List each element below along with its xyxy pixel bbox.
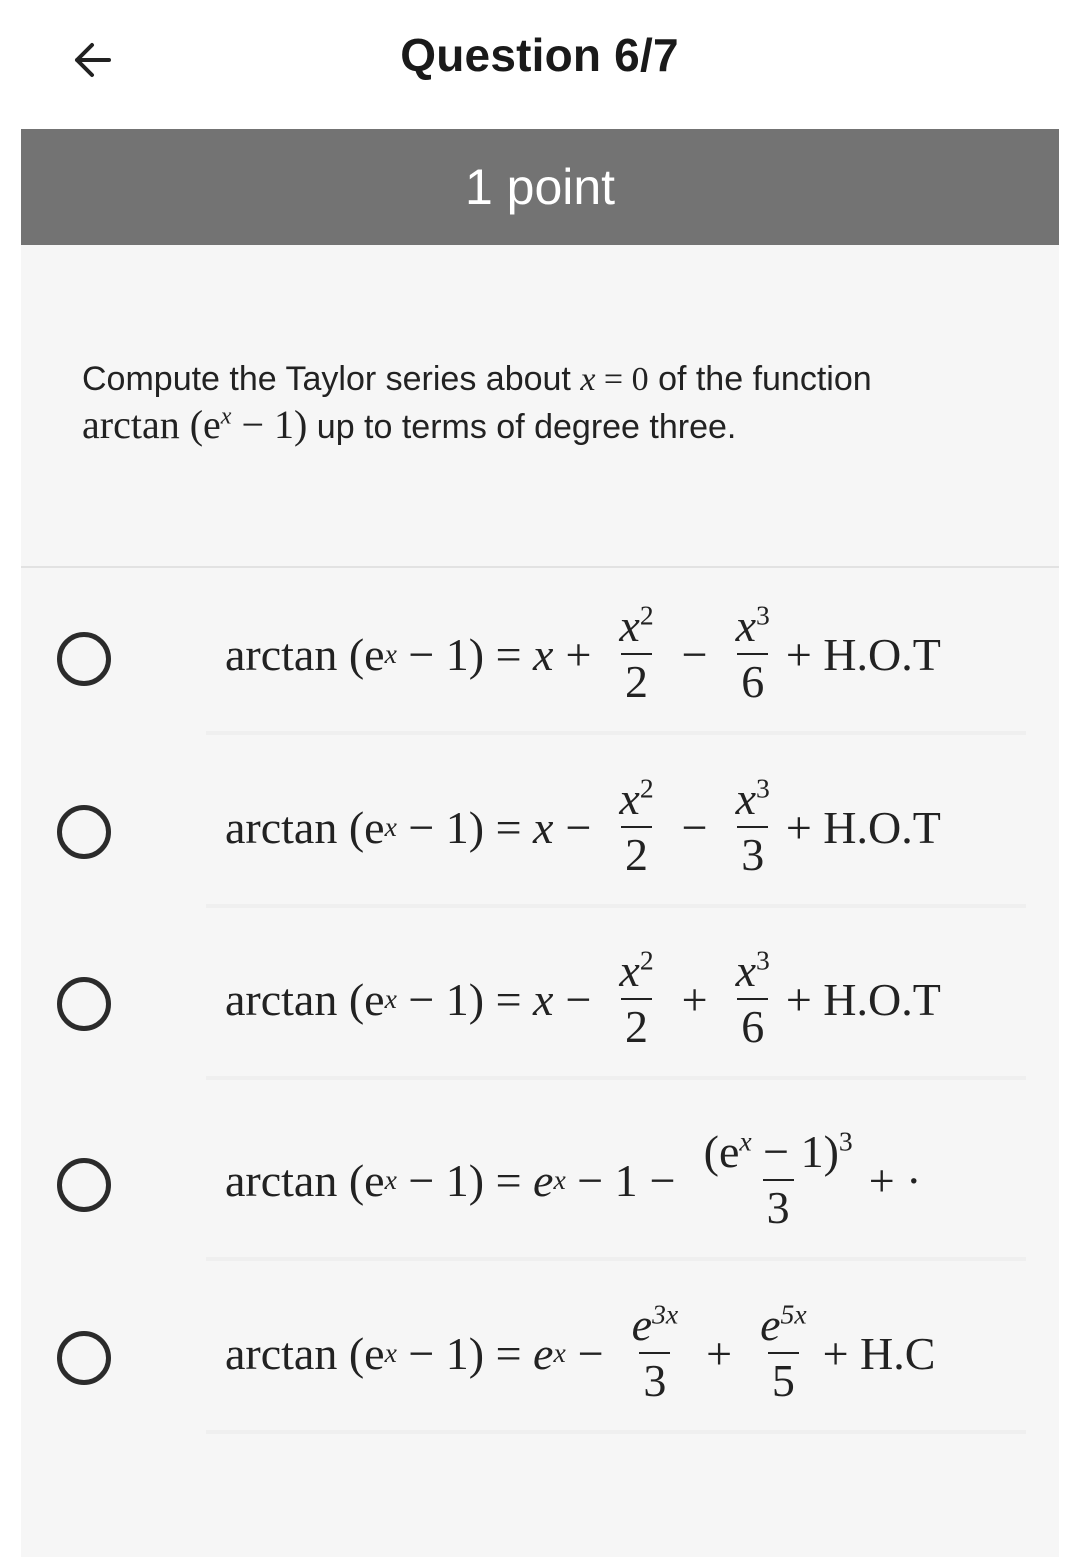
question-line-2: $\arctan (e^x - 1)$ up to terms of degree three. [82,402,737,447]
answer-option-5[interactable] [21,1278,1059,1428]
option-separator [206,904,1026,908]
option-expression: arctan (e x − 1) = e x − 1 − $\frac{(e^x - 1)^3}{3}$ + · [225,1125,922,1233]
radio-button[interactable] [57,632,111,686]
radio-button[interactable] [57,977,111,1031]
radio-button[interactable] [57,1331,111,1385]
top-app-bar [0,0,1079,128]
option-separator [206,1430,1026,1434]
question-line-1: Compute the Taylor series about x = 0 of the function [82,360,872,398]
points-banner [21,129,1059,245]
answer-option-3[interactable] [21,924,1059,1074]
option-expression: arctan (e x − 1) = x − $\frac{x^2}{2}$ − $\frac{x^3}{3}$ + H.O.T [225,772,941,880]
points-label: 1 point [464,159,616,215]
divider [21,566,1059,568]
question-card [21,245,1059,1557]
answer-option-4[interactable] [21,1105,1059,1255]
option-expression: arctan (e x − 1) = x + $\frac{x^2}{2}$ − $\frac{x^3}{6}$ + H.O.T [225,599,941,707]
answer-option-2[interactable] [21,752,1059,902]
question-text [82,357,1022,450]
question-function: $\arctan (e^x - 1)$ [82,402,308,447]
radio-button[interactable] [57,1158,111,1212]
question-title: Question 6/7 [400,29,679,81]
option-separator [206,731,1026,735]
option-expression: arctan (e x − 1) = e x − $\frac{e^{3x}}{3}$ + $\frac{e^{5x}}{5}$ + H.C [225,1298,936,1406]
option-expression: arctan (e x − 1) = x − $\frac{x^2}{2}$ + $\frac{x^3}{6}$ + H.O.T [225,944,941,1052]
radio-button[interactable] [57,805,111,859]
option-separator [206,1257,1026,1261]
option-separator [206,1076,1026,1080]
answer-option-1[interactable] [21,579,1059,729]
